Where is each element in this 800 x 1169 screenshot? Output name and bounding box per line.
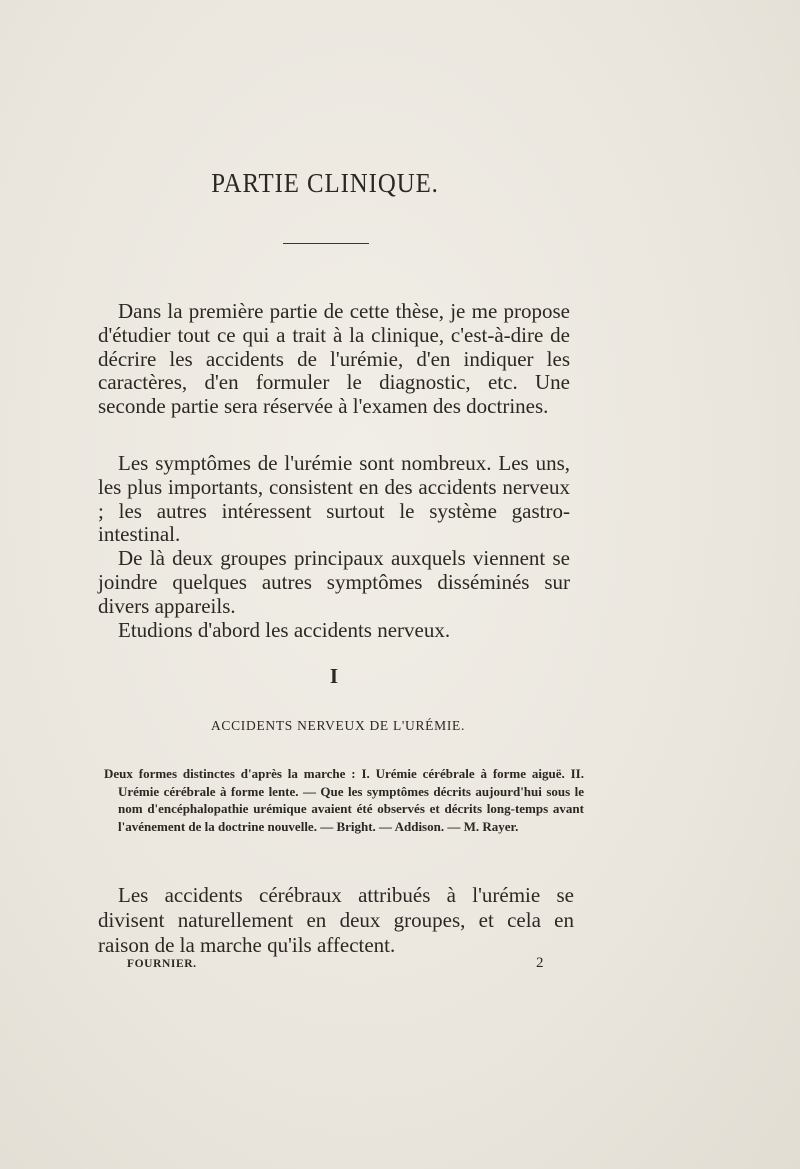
- symptoms-paragraph-block: [98, 452, 570, 642]
- paragraph-2c: Etudions d'abord les accidents nerveux.: [118, 617, 451, 642]
- footer-signature: FOURNIER.: [127, 958, 197, 970]
- paragraph-2a: Les symptômes de l'urémie sont nombreux. Les uns, les plus importants, consistent en des accidents nerveux ; les autres intéressent surtout le système gastro-intestinal.: [98, 451, 570, 547]
- intro-paragraph-block: [98, 300, 570, 419]
- page-number: 2: [536, 955, 544, 971]
- cerebral-paragraph-block: [98, 883, 574, 958]
- paragraph-2b: De là deux groupes principaux auxquels viennent se joindre quelques autres symptômes disséminés sur divers appareils.: [98, 546, 570, 618]
- title-rule-divider: [283, 243, 369, 244]
- section-title: ACCIDENTS NERVEUX DE L'URÉMIE.: [210, 718, 466, 733]
- summary-text: Deux formes distinctes d'après la marche : I. Urémie cérébrale à forme aiguë. II. Urémie cérébrale à forme lente. — Que les symptômes décrits aujourd'hui sous le nom d'encéphalopathie urémique avaient été observés et décrits long-temps avant l'avénement de la doctrine nouvelle. — Bright. — Addison. — M. Rayer.: [104, 766, 584, 834]
- section-numeral: I: [329, 664, 339, 688]
- paragraph-1: Dans la première partie de cette thèse, je me propose d'étudier tout ce qui a trait à la clinique, c'est-à-dire de décrire les accidents de l'urémie, d'en indiquer les caractères, d'en formuler le diagnostic, etc. Une seconde partie sera réservée à l'examen des doctrines.: [98, 299, 570, 419]
- paragraph-3: Les accidents cérébraux attribués à l'urémie se divisent naturellement en deux groupes, et cela en raison de la marche qu'ils affectent.: [98, 883, 574, 957]
- page-title: PARTIE CLINIQUE.: [211, 168, 439, 198]
- section-summary: [104, 765, 584, 835]
